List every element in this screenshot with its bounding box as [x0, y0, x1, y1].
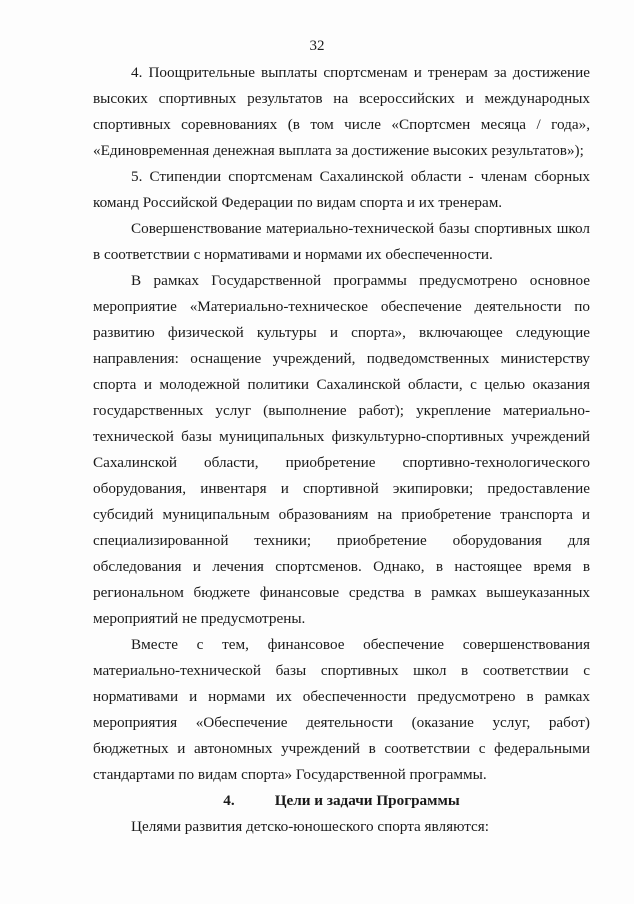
- document-body: [93, 60, 590, 840]
- paragraph-scholarships: 5. Стипендии спортсменам Сахалинской области - членам сборных команд Российской Федерации по видам спорта и их тренерам.: [93, 168, 590, 211]
- paragraph-material-base: Совершенствование материально-технической базы спортивных школ в соответствии с нормативами и нормами их обеспеченности.: [93, 220, 590, 263]
- section-heading: [93, 788, 590, 814]
- section-number: 4.: [223, 792, 235, 809]
- paragraph-incentive-payments: 4. Поощрительные выплаты спортсменам и тренерам за достижение высоких спортивных результатов на всероссийских и международных спортивных соревнованиях (в том числе «Спортсмен месяца / года», «Единовременная денежная выплата за достижение высоких результатов»);: [93, 64, 590, 159]
- paragraph-financing: Вместе с тем, финансовое обеспечение совершенствования материально-технической базы спортивных школ в соответствии с нормативами и нормами их обеспеченности предусмотрено в рамках мероприятия «Обеспечение деятельности (оказание услуг, работ) бюджетных и автономных учреждений в соответствии с федеральными стандартами по видам спорта» Государственной программы.: [93, 636, 590, 783]
- paragraph-state-program: В рамках Государственной программы предусмотрено основное мероприятие «Материально-техническое обеспечение деятельности по развитию физической культуры и спорта», включающее следующие направления: оснащение учреждений, подведомственных министерству спорта и молодежной политики Сахалинской области, с целью оказания государственных услуг (выполнение работ); укрепление материально-технической базы муниципальных физкультурно-спортивных учреждений Сахалинской области, приобретение спортивно-технологического оборудования, инвентаря и спортивной экипировки; предоставление субсидий муниципальным образованиям на приобретение транспорта и специализированной техники; приобретение оборудования для обследования и лечения спортсменов. Однако, в настоящее время в региональном бюджете финансовые средства в рамках вышеуказанных мероприятий не предусмотрены.: [93, 272, 590, 627]
- section-title: Цели и задачи Программы: [274, 792, 460, 809]
- page-number: 32: [309, 38, 325, 54]
- paragraph-goals-intro: Целями развития детско-юношеского спорта являются:: [131, 818, 489, 835]
